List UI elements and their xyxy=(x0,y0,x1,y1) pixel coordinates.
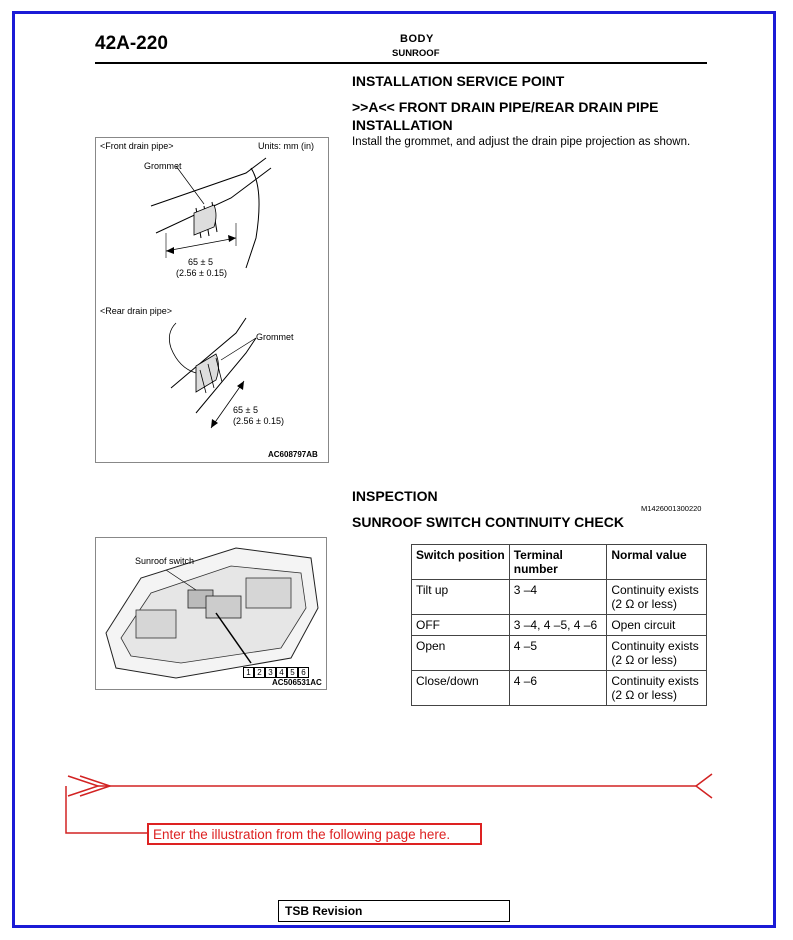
table-header-row xyxy=(412,545,707,580)
drain-pipe-illustration xyxy=(96,138,328,462)
front-dimension-in: (2.56 ± 0.15) xyxy=(176,268,227,278)
table-cell: Continuity exists (2 Ω or less) xyxy=(607,636,707,671)
installation-heading: INSTALLATION SERVICE POINT xyxy=(352,73,565,89)
front-pipe-label: <Front drain pipe> xyxy=(100,141,174,151)
table-cell: Open xyxy=(412,636,510,671)
section-title: BODY xyxy=(400,33,434,45)
pin-4: 4 xyxy=(276,667,287,678)
pin-3: 3 xyxy=(265,667,276,678)
table-row xyxy=(412,671,707,706)
connector-pins xyxy=(243,667,309,678)
table-cell: Continuity exists (2 Ω or less) xyxy=(607,580,707,615)
units-label: Units: mm (in) xyxy=(258,141,314,151)
table-cell: Open circuit xyxy=(607,615,707,636)
front-dimension-mm: 65 ± 5 xyxy=(188,257,213,267)
rear-dimension-mm: 65 ± 5 xyxy=(233,405,258,415)
continuity-check-heading: SUNROOF SWITCH CONTINUITY CHECK xyxy=(352,514,624,530)
table-cell: 3 –4, 4 –5, 4 –6 xyxy=(509,615,607,636)
table-cell: Continuity exists (2 Ω or less) xyxy=(607,671,707,706)
installation-subheading-1: >>A<< FRONT DRAIN PIPE/REAR DRAIN PIPE xyxy=(352,99,659,115)
table-row xyxy=(412,615,707,636)
drain-pipe-figure xyxy=(95,137,329,463)
subsection-title: SUNROOF xyxy=(392,48,440,59)
front-grommet-label: Grommet xyxy=(144,161,182,171)
table-row xyxy=(412,636,707,671)
installation-subheading-2: INSTALLATION xyxy=(352,117,453,133)
table-cell: Tilt up xyxy=(412,580,510,615)
header-terminal-number: Terminal number xyxy=(509,545,607,580)
inspection-heading: INSPECTION xyxy=(352,488,438,504)
table-cell: 4 –5 xyxy=(509,636,607,671)
table-cell: 4 –6 xyxy=(509,671,607,706)
figure-code: AC608797AB xyxy=(268,450,318,459)
rear-dimension-in: (2.56 ± 0.15) xyxy=(233,416,284,426)
rear-pipe-label: <Rear drain pipe> xyxy=(100,306,173,316)
page-number: 42A-220 xyxy=(95,33,168,54)
pin-5: 5 xyxy=(287,667,298,678)
switch-label: Sunroof switch xyxy=(135,556,195,566)
header-normal-value: Normal value xyxy=(607,545,707,580)
pin-1: 1 xyxy=(243,667,254,678)
table-cell: 3 –4 xyxy=(509,580,607,615)
header-rule xyxy=(95,62,707,64)
installation-body: Install the grommet, and adjust the drain pipe projection as shown. xyxy=(352,136,691,148)
inspection-ref-code: M1426001300220 xyxy=(641,504,702,513)
table-row xyxy=(412,580,707,615)
table-cell: OFF xyxy=(412,615,510,636)
pin-2: 2 xyxy=(254,667,265,678)
rear-grommet-label: Grommet xyxy=(256,332,294,342)
tsb-revision-box: TSB Revision xyxy=(278,900,510,922)
continuity-table xyxy=(411,544,707,706)
switch-figure-code: AC506531AC xyxy=(272,678,322,687)
pin-6: 6 xyxy=(298,667,309,678)
insert-illustration-note: Enter the illustration from the following page here. xyxy=(147,823,482,845)
table-cell: Close/down xyxy=(412,671,510,706)
sunroof-switch-figure xyxy=(95,537,327,690)
header-switch-position: Switch position xyxy=(412,545,510,580)
